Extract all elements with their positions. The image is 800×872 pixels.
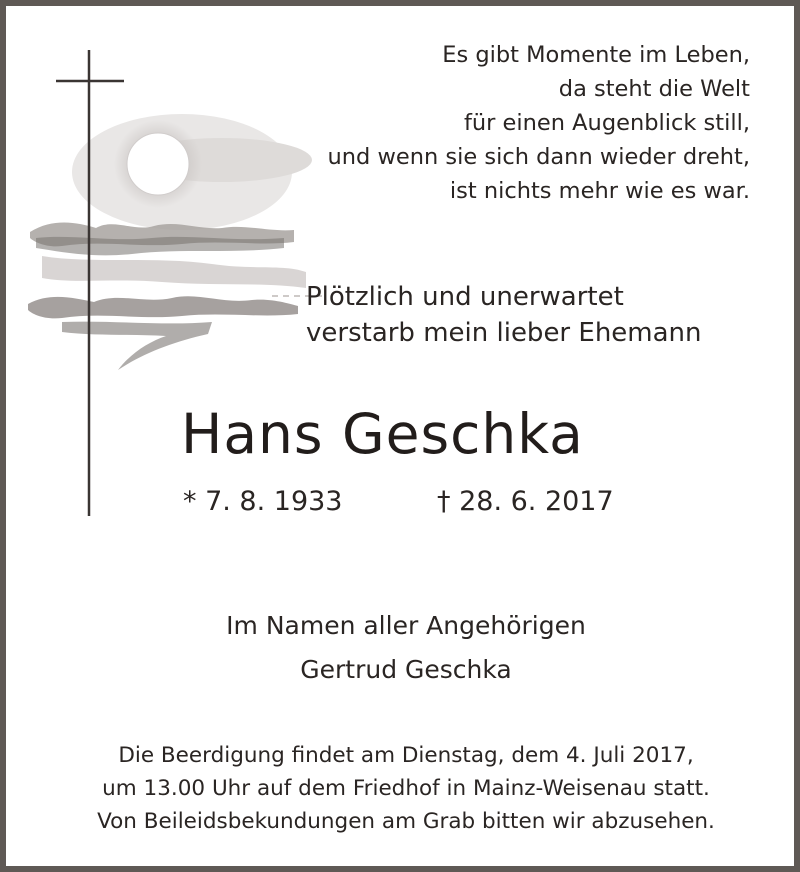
announcement-line-2: verstarb mein lieber Ehemann (306, 318, 702, 348)
family-signature (6, 604, 800, 692)
foreground-shore (62, 322, 212, 370)
deceased-name: Hans Geschka (181, 402, 584, 466)
mountain-ridge-lower (28, 296, 298, 318)
birth-date: * 7. 8. 1933 (183, 486, 343, 517)
death-announcement (306, 279, 786, 351)
life-dates (183, 484, 614, 520)
funeral-line: um 13.00 Uhr auf dem Friedhof in Mainz-Weisenau statt. (102, 776, 710, 801)
funeral-line: Die Beerdigung findet am Dienstag, dem 4. Juli 2017, (118, 743, 694, 768)
poem-line: ist nichts mehr wie es war. (449, 178, 750, 204)
moon (127, 133, 189, 195)
announcement-line-1: Plötzlich und unerwartet (306, 282, 624, 312)
valley-wash (42, 256, 306, 288)
poem-line: und wenn sie sich dann wieder dreht, (327, 144, 750, 170)
poem-line: Es gibt Momente im Leben, (442, 42, 750, 68)
signature-line-2: Gertrud Geschka (300, 655, 512, 684)
poem-quote (230, 38, 750, 208)
mountain-ridge-upper-shadow (36, 237, 284, 255)
funeral-details (6, 739, 800, 838)
poem-line: da steht die Welt (558, 76, 750, 102)
signature-line-1: Im Namen aller Angehörigen (226, 611, 586, 640)
funeral-line: Von Beileidsbekundungen am Grab bitten wir abzusehen. (97, 809, 715, 834)
poem-line: für einen Augenblick still, (463, 110, 750, 136)
death-date: † 28. 6. 2017 (437, 486, 614, 517)
